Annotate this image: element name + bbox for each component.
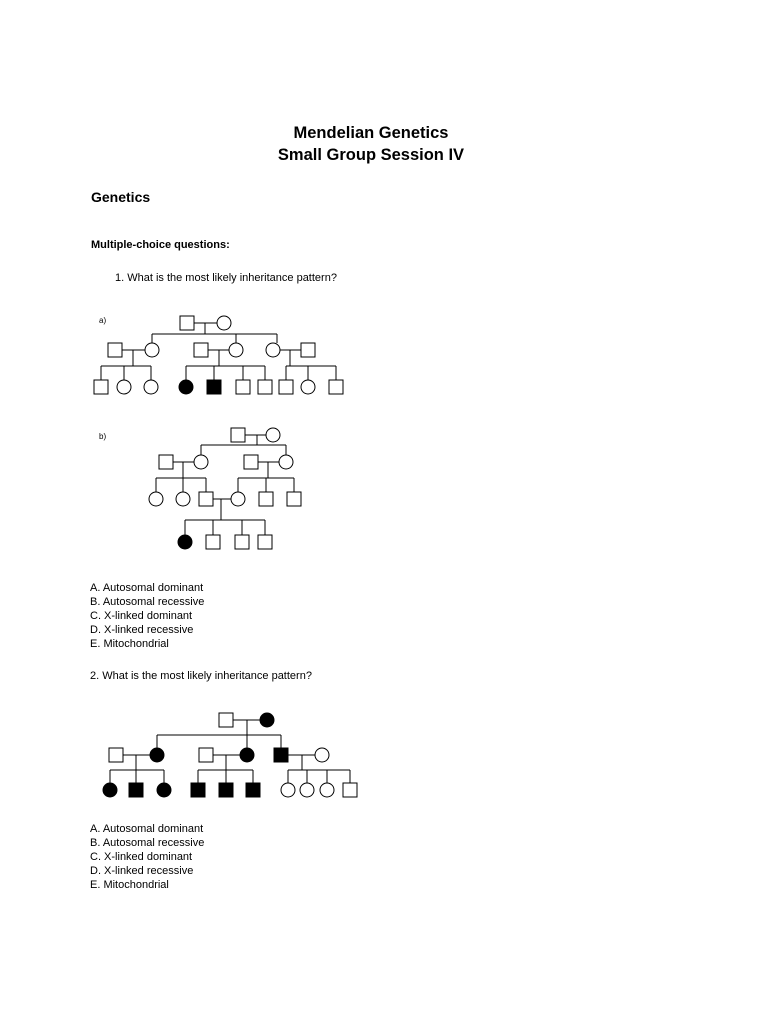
- pedigree-q2-ii-female-1: [315, 748, 329, 762]
- pedigree-q2-iii-female-3: [320, 783, 334, 797]
- pedigree-q2-ii-male-affected: [274, 748, 288, 762]
- pedigree-b-iv-male-2: [235, 535, 249, 549]
- pedigree-a-ii-female-2: [229, 343, 243, 357]
- mcq-heading: Multiple-choice questions:: [91, 239, 230, 251]
- pedigree-b-i-female: [266, 428, 280, 442]
- pedigree-q2-iii-male-1: [343, 783, 357, 797]
- pedigree-a-ii-male-2: [194, 343, 208, 357]
- pedigree-a-iii-female-affected: [179, 380, 193, 394]
- q2-options: [90, 822, 204, 892]
- pedigree-b-ii-male-1: [159, 455, 173, 469]
- pedigree-q2-iii-male-affected-3: [219, 783, 233, 797]
- pedigree-b-iii-male-1: [199, 492, 213, 506]
- pedigree-q2-ii-male-1: [109, 748, 123, 762]
- pedigree-a-i-male: [180, 316, 194, 330]
- pedigree-b-label: b): [99, 432, 107, 441]
- pedigree-a-ii-male-1: [108, 343, 122, 357]
- pedigree-q2-ii-male-2: [199, 748, 213, 762]
- pedigree-q2-iii-male-affected-4: [246, 783, 260, 797]
- pedigree-b: [149, 428, 301, 549]
- pedigree-b-i-male: [231, 428, 245, 442]
- document-subtitle: Small Group Session IV: [277, 146, 465, 164]
- pedigree-b-ii-female-2: [279, 455, 293, 469]
- pedigree-a-i-female: [217, 316, 231, 330]
- pedigree-b-iii-male-3: [287, 492, 301, 506]
- q2-option-e: E. Mitochondrial: [90, 879, 169, 891]
- pedigree-a-iii-male-3: [258, 380, 272, 394]
- pedigree-b-iv-male-3: [258, 535, 272, 549]
- pedigree-q2-ii-female-affected-2: [240, 748, 254, 762]
- q2-option-a: A. Autosomal dominant: [90, 823, 204, 835]
- pedigree-a-iii-female-3: [301, 380, 315, 394]
- pedigree-b-iii-male-2: [259, 492, 273, 506]
- q1-option-a: A. Autosomal dominant: [90, 582, 204, 594]
- q1-option-b: B. Autosomal recessive: [90, 596, 205, 608]
- pedigree-a-iii-female-2: [144, 380, 158, 394]
- q1-options: [90, 581, 204, 651]
- pedigree-b-iii-female-2: [176, 492, 190, 506]
- pedigree-q2-ii-female-affected-1: [150, 748, 164, 762]
- pedigree-a-iii-male-2: [236, 380, 250, 394]
- q2-option-d: D. X-linked recessive: [90, 865, 194, 877]
- question-1: 1. What is the most likely inheritance pattern?: [115, 272, 337, 284]
- pedigree-a-iii-male-affected: [207, 380, 221, 394]
- pedigree-a-iii-female-1: [117, 380, 131, 394]
- pedigree-a-ii-female-1: [145, 343, 159, 357]
- pedigree-q2-iii-male-affected-1: [129, 783, 143, 797]
- pedigree-a-iii-male-1: [94, 380, 108, 394]
- q2-option-b: B. Autosomal recessive: [90, 837, 205, 849]
- pedigree-b-ii-male-2: [244, 455, 258, 469]
- pedigree-q2: [103, 713, 357, 797]
- pedigree-q2-iii-female-2: [300, 783, 314, 797]
- document-title: Mendelian Genetics: [293, 124, 449, 142]
- pedigree-q2-iii-female-affected-2: [157, 783, 171, 797]
- q1-option-e: E. Mitochondrial: [90, 638, 169, 650]
- pedigree-a-ii-male-3: [301, 343, 315, 357]
- pedigree-q2-i-male: [219, 713, 233, 727]
- pedigree-b-ii-female-1: [194, 455, 208, 469]
- section-heading: Genetics: [91, 189, 151, 205]
- pedigree-b-iv-female-affected: [178, 535, 192, 549]
- pedigree-a-iii-male-5: [329, 380, 343, 394]
- pedigree-q2-iii-female-1: [281, 783, 295, 797]
- pedigree-q2-iii-male-affected-2: [191, 783, 205, 797]
- pedigree-b-iii-female-1: [149, 492, 163, 506]
- pedigree-q2-iii-female-affected-1: [103, 783, 117, 797]
- q1-option-c: C. X-linked dominant: [90, 610, 193, 622]
- question-2: 2. What is the most likely inheritance pattern?: [90, 670, 312, 682]
- pedigree-q2-i-female-affected: [260, 713, 274, 727]
- pedigree-a-ii-female-3: [266, 343, 280, 357]
- pedigree-a-label: a): [99, 316, 107, 325]
- pedigree-b-iii-female-3: [231, 492, 245, 506]
- pedigree-a-iii-male-4: [279, 380, 293, 394]
- pedigree-a: [94, 316, 343, 394]
- pedigree-b-iv-male-1: [206, 535, 220, 549]
- q2-option-c: C. X-linked dominant: [90, 851, 193, 863]
- q1-option-d: D. X-linked recessive: [90, 624, 194, 636]
